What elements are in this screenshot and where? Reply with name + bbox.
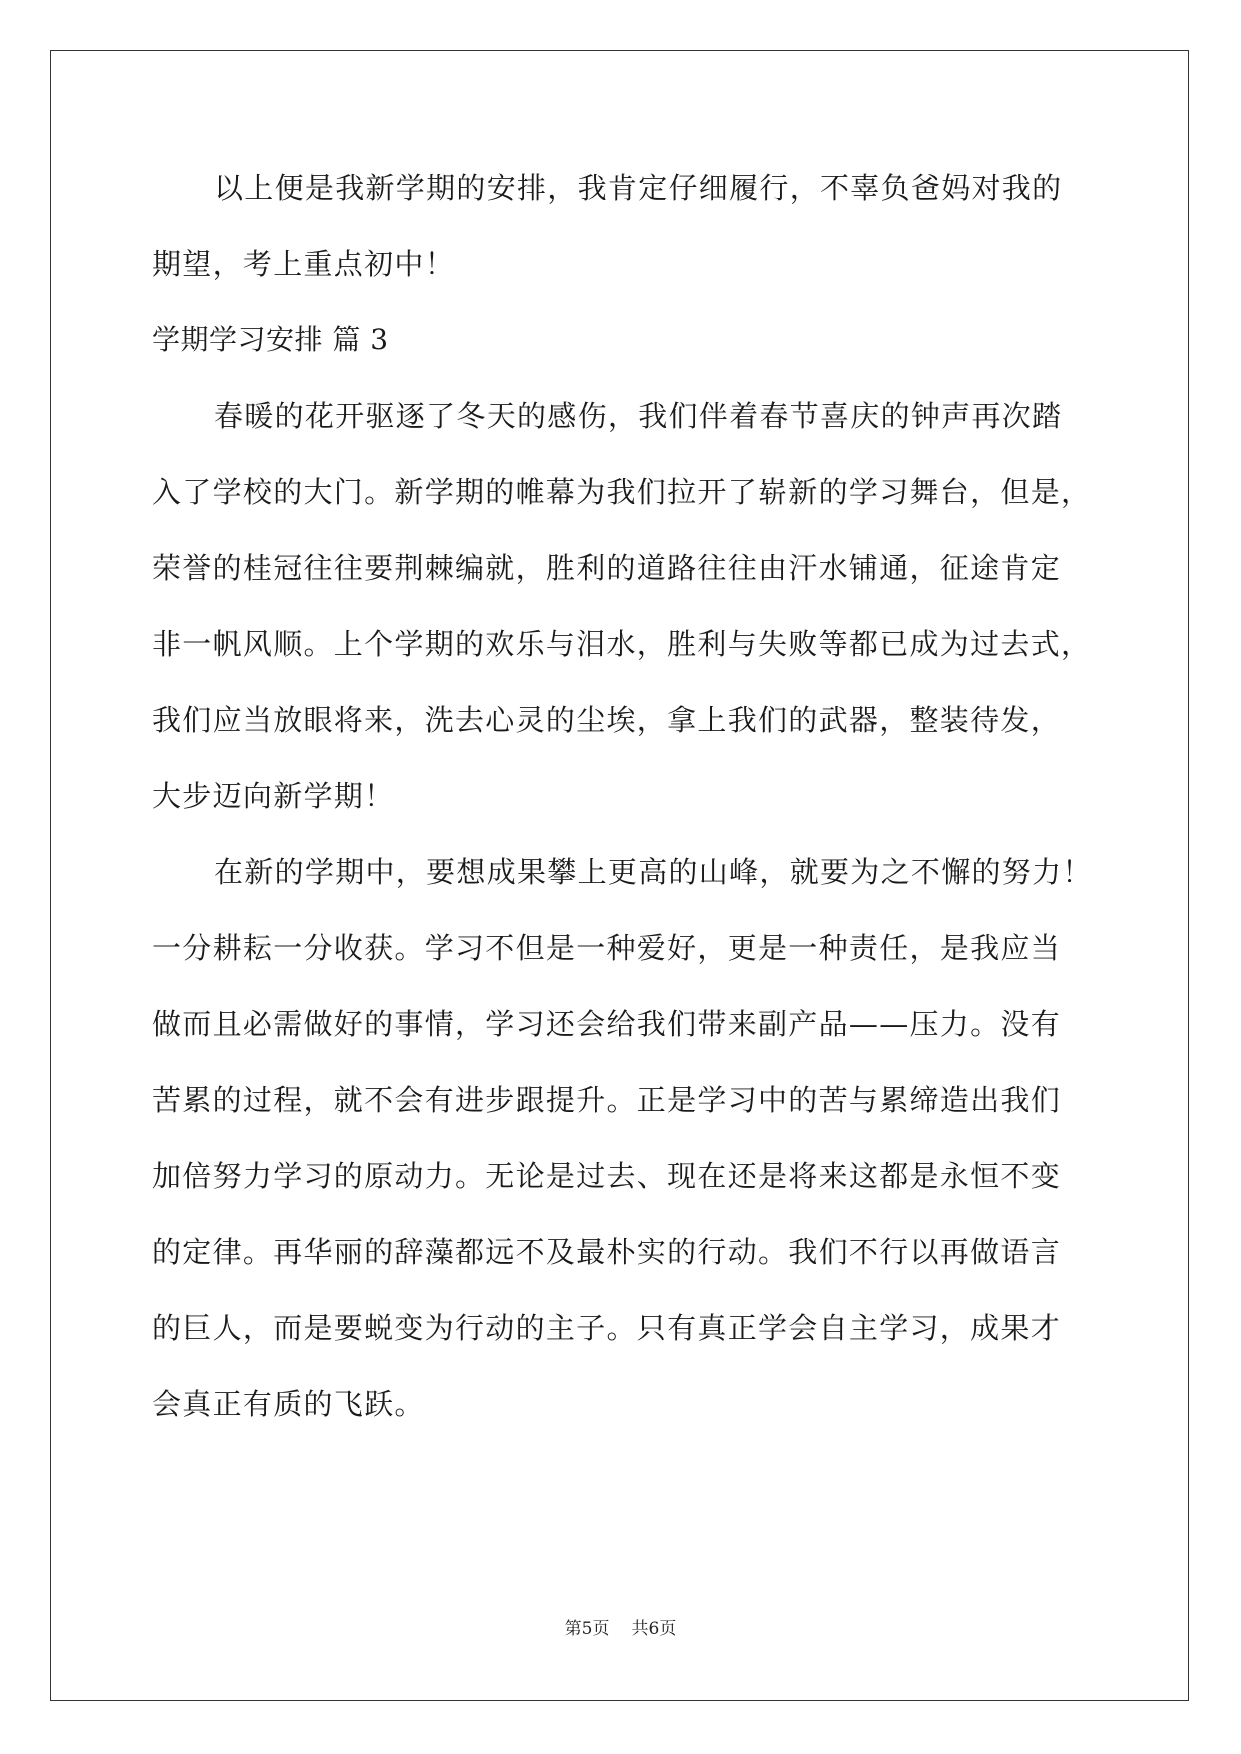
section-heading: 学期学习安排 篇 3 [152,323,389,356]
page-number: 第5页 [564,1619,610,1639]
paragraph-line: 苦累的过程，就不会有进步跟提升。正是学习中的苦与累缔造出我们 [152,1083,1062,1117]
paragraph-line: 春暖的花开驱逐了冬天的感伤，我们伴着春节喜庆的钟声再次踏 [214,399,1063,433]
paragraph-line: 一分耕耘一分收获。学习不但是一种爱好，更是一种责任，是我应当 [152,931,1062,965]
paragraph-line: 的定律。再华丽的辞藻都远不及最朴实的行动。我们不行以再做语言 [152,1235,1062,1269]
paragraph-line: 加倍努力学习的原动力。无论是过去、现在还是将来这都是永恒不变 [152,1159,1062,1193]
document-body [152,150,1092,1442]
paragraph-line: 入了学校的大门。新学期的帷幕为我们拉开了崭新的学习舞台，但是， [152,475,1092,509]
paragraph-line: 的巨人，而是要蜕变为行动的主子。只有真正学会自主学习，成果才 [152,1311,1062,1345]
paragraph-line: 期望，考上重点初中！ [152,247,456,281]
paragraph-line: 荣誉的桂冠往往要荆棘编就，胜利的道路往往由汗水铺通，征途肯定 [152,551,1062,585]
page-footer [0,1614,1241,1639]
paragraph-line: 在新的学期中，要想成果攀上更高的山峰，就要为之不懈的努力！ [214,855,1093,889]
paragraph-line: 做而且必需做好的事情，学习还会给我们带来副产品——压力。没有 [152,1007,1062,1041]
total-pages: 共6页 [631,1619,677,1639]
paragraph-line: 以上便是我新学期的安排，我肯定仔细履行，不辜负爸妈对我的 [214,171,1063,205]
paragraph-line: 非一帆风顺。上个学期的欢乐与泪水，胜利与失败等都已成为过去式， [152,627,1092,661]
paragraph-line: 大步迈向新学期！ [152,779,395,813]
paragraph-line: 会真正有质的飞跃。 [152,1387,425,1421]
paragraph-line: 我们应当放眼将来，洗去心灵的尘埃，拿上我们的武器，整装待发， [152,703,1062,737]
